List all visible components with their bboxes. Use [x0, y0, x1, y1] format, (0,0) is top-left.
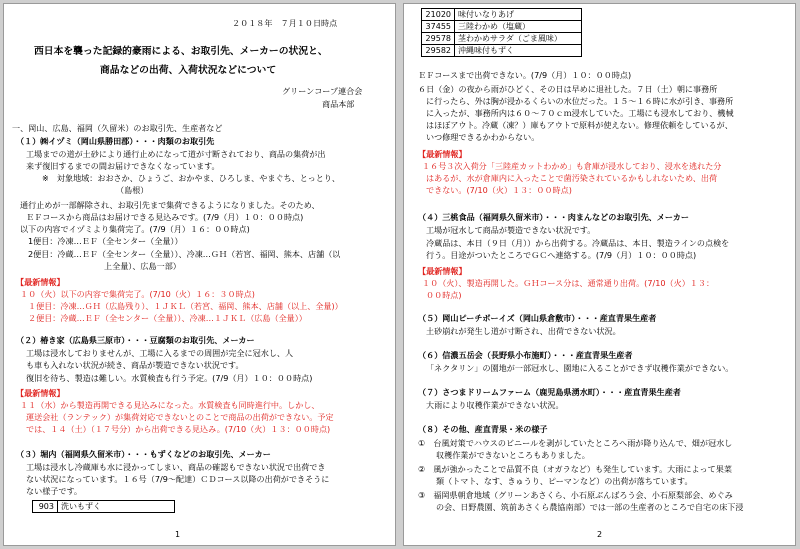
document-page-2 [403, 3, 796, 546]
body-text: 1便目：冷凍…ＥＦ（全センター（全量）） [28, 236, 183, 246]
numbered-item: ① 台風対策でハウスのビニールを剥がしていたところへ雨が降り込んで、畑が冠水し [418, 438, 733, 448]
product-code: 29578 [422, 33, 455, 45]
product-name: 三陸わかめ（塩蔵） [455, 21, 582, 33]
latest-info-text: １６号３次入荷分「三陸産カットわかめ」も倉庫が浸水しており、浸水を逃れた分 [422, 161, 722, 171]
body-text: も車も入れない状況が続き、商品が製造できない状況です。 [26, 360, 244, 370]
body-text: 収穫作業ができないところもありました。 [436, 450, 590, 460]
body-text: 土砂崩れが発生し道が寸断され、出荷できない状況。 [426, 326, 621, 336]
latest-info-text: できない。(7/10（火）１３：００時点) [426, 185, 572, 195]
note-text: （島根） [116, 185, 149, 195]
product-name: 沖縄味付もずく [455, 45, 582, 57]
latest-info-text: １便目：冷凍…ＧＨ（広島残り）、１ＪＫＬ（若宮、福岡、熊本、店舗（以上、全量)） [28, 301, 343, 311]
table-row [422, 9, 582, 21]
document-page-1 [3, 3, 396, 546]
table-row [33, 501, 175, 513]
subsection-heading-satsuma: （７）さつまドリームファーム（鹿児島県湧水町）・・・産直青果生産者 [418, 387, 681, 397]
body-text: 大雨により収穫作業ができない状況。 [426, 400, 564, 410]
body-text: 工場が冠水して商品が製造できない状況です。 [426, 225, 596, 235]
latest-info-label: 【最新情報】 [418, 149, 467, 159]
body-text: 復旧を待ち、製造は難しい。水質検査も行う予定。(7/9（月）１０：００時点) [26, 373, 313, 383]
body-text: 以下の内容でイヅミより集荷完了。(7/9（月）１６：００時点) [20, 224, 250, 234]
body-text: 行う。目途がついたところでＧＣへ連絡する。(7/9（月）１０：００時点) [426, 250, 697, 260]
bullet-text: ６日（金）の夜から雨がひどく、その日は早めに退社した。７日（土）朝に事務所 [418, 84, 718, 94]
document-date: ２０１８年 ７月１０日時点 [232, 18, 338, 28]
body-text: ない状況になっています。１６号（7/9～配達）ＣＤコース以降の出荷ができそうに [26, 474, 330, 484]
subsection-heading-santo: （４）三桃食品（福岡県久留米市）・・・肉まんなどのお取引先、メーカー [418, 212, 689, 222]
body-text: 2便目：冷蔵…ＥＦ（全センター（全量））、冷凍…ＧＨ（若宮、福岡、熊本、店舗（以 [28, 249, 341, 259]
table-row [422, 33, 582, 45]
product-code: 21020 [422, 9, 455, 21]
document-title-line-1: 西日本を襲った記録的豪雨による、お取引先、メーカーの状況と、 [34, 46, 328, 57]
product-table [32, 500, 175, 513]
subsection-heading-tsubakiya: （２）椿き家（広島県三原市）・・・豆腐類のお取引先、メーカー [16, 335, 255, 345]
body-text: 類（トマト、なす、きゅうり、ピーマンなど）の出荷が落ちています。 [436, 476, 693, 486]
subsection-heading-other: （８）その他、産直青果・米の様子 [418, 424, 548, 434]
latest-info-text: １０（火）、製造再開した。ＧＨコース分は、通常通り出荷。(7/10（火）１３： [422, 278, 715, 288]
product-name: 洗いもずく [58, 501, 175, 513]
product-code: 37455 [422, 21, 455, 33]
numbered-item: ③ 福岡県朝倉地域（グリーンあさくら、小石原ぶんばろう会、小石原梨部会、めぐみ [418, 490, 733, 500]
subsection-heading-shinano: （６）信濃五岳会（長野県小布施町）・・・産直青果生産者 [418, 350, 633, 360]
body-text: いつ修理できるかわからない。 [426, 132, 540, 142]
subsection-heading-izumi: （１）㈱イヅミ（岡山県勝田郡）・・・肉類のお取引先 [16, 136, 215, 146]
page-number: 1 [175, 530, 181, 539]
latest-info-label: 【最新情報】 [418, 266, 467, 276]
body-text: に行ったら、外は胸が浸かるくらいの水位だった。１５～１６時に水が引き、事務所 [426, 96, 734, 106]
latest-info-text: １１（水）から製造再開できる見込みになった。水質検査も同時進行中。しかし、 [20, 400, 320, 410]
latest-info-text: 運送会社（ランテック）が集荷対応できないとのことで商品の出荷ができない。予定 [26, 412, 334, 422]
body-text: 来ず復旧するまでの間お届けできなくなっています。 [26, 161, 220, 171]
latest-info-label: 【最新情報】 [16, 388, 65, 398]
body-text: の会、日野農園、筑前あさくら農協南部）では一部の生産者のところで自宅の床下浸 [436, 502, 744, 512]
body-text: 冷蔵品は、本日（９日（月））から出荷する。冷蔵品は、本日、製造ラインの点検を [426, 238, 730, 248]
body-text: 「ネクタリン」の園地が一部冠水し、園地に入ることができず収穫作業ができない。 [426, 363, 734, 373]
table-row [422, 21, 582, 33]
numbered-item: ② 風が強かったことで品質不良（オガラなど）も発生しています。大雨によって果菜 [418, 464, 732, 474]
latest-info-label: 【最新情報】 [16, 277, 65, 287]
page-number: 2 [597, 530, 603, 539]
body-text: はほぼアウト。冷蔵（凍？）庫もアウトで原料が使えない。修理依頼をしているが、 [426, 120, 733, 130]
organization-name: グリーンコープ連合会 [282, 86, 363, 96]
body-text: 工場までの道が土砂により通行止めになって道が寸断されており、商品の集荷が出 [26, 149, 326, 159]
product-code: 903 [33, 501, 58, 513]
bullet-text: ＥＦコースまで出荷できない。(7/9（月）１０：００時点) [418, 70, 632, 80]
note-text: ※ 対象地域：おおさか、ひょうご、おかやま、ひろしま、やまぐち、とっとり、 [42, 173, 340, 183]
latest-info-text: では、１４（土）（１７号分）から出荷できる見込み。(7/10（火）１３：００時点) [26, 424, 331, 434]
table-row [422, 45, 582, 57]
product-name: 茎わかめサラダ（ごま風味） [455, 33, 582, 45]
body-text: 工場は浸水し冷蔵庫も水に浸かってしまい、商品の確認もできない状況で出荷でき [26, 462, 326, 472]
department-name: 商品本部 [322, 99, 355, 109]
body-text: に入ったが、事務所内は６０～７０ｃｍ浸水していた。工場にも浸水しており、機械 [426, 108, 734, 118]
product-name: 味付いなりあげ [455, 9, 582, 21]
body-text: ない様子です。 [26, 486, 83, 496]
body-text: 工場は浸水しておりませんが、工場に入るまでの周囲が完全に冠水し、人 [26, 348, 294, 358]
subsection-heading-peach-boys: （５）岡山ピーチボーイズ（岡山県倉敷市）・・・産直青果生産者 [418, 313, 657, 323]
product-code: 29582 [422, 45, 455, 57]
latest-info-text: ００時点) [426, 290, 462, 300]
body-text: ＥＦコースから商品はお届けできる見込みです。(7/9（月）１０：００時点) [26, 212, 304, 222]
body-text: 上全量）、広島一部） [104, 261, 181, 271]
section-heading-1: 一、岡山、広島、福岡（久留米）のお取引先、生産者など [12, 123, 223, 133]
latest-info-text: はあるが、水が倉庫内に入ったことで菌汚染されているかもしれないため、出荷 [426, 173, 718, 183]
body-text: 通行止めが一部解除され、お取引先まで集荷できるようになりました。そのため、 [20, 200, 320, 210]
latest-info-text: ２便目：冷蔵…ＥＦ（全センター（全量））、冷凍…１ＪＫＬ（広島（全量）） [28, 313, 307, 323]
subsection-heading-horiuchi: （３）堀内（福岡県久留米市）・・・もずくなどのお取引先、メーカー [16, 449, 271, 459]
document-title-line-2: 商品などの出荷、入荷状況などについて [100, 65, 277, 76]
product-table [421, 8, 582, 57]
latest-info-text: １０（火）以下の内容で集荷完了。(7/10（火）１６：３０時点) [20, 289, 255, 299]
